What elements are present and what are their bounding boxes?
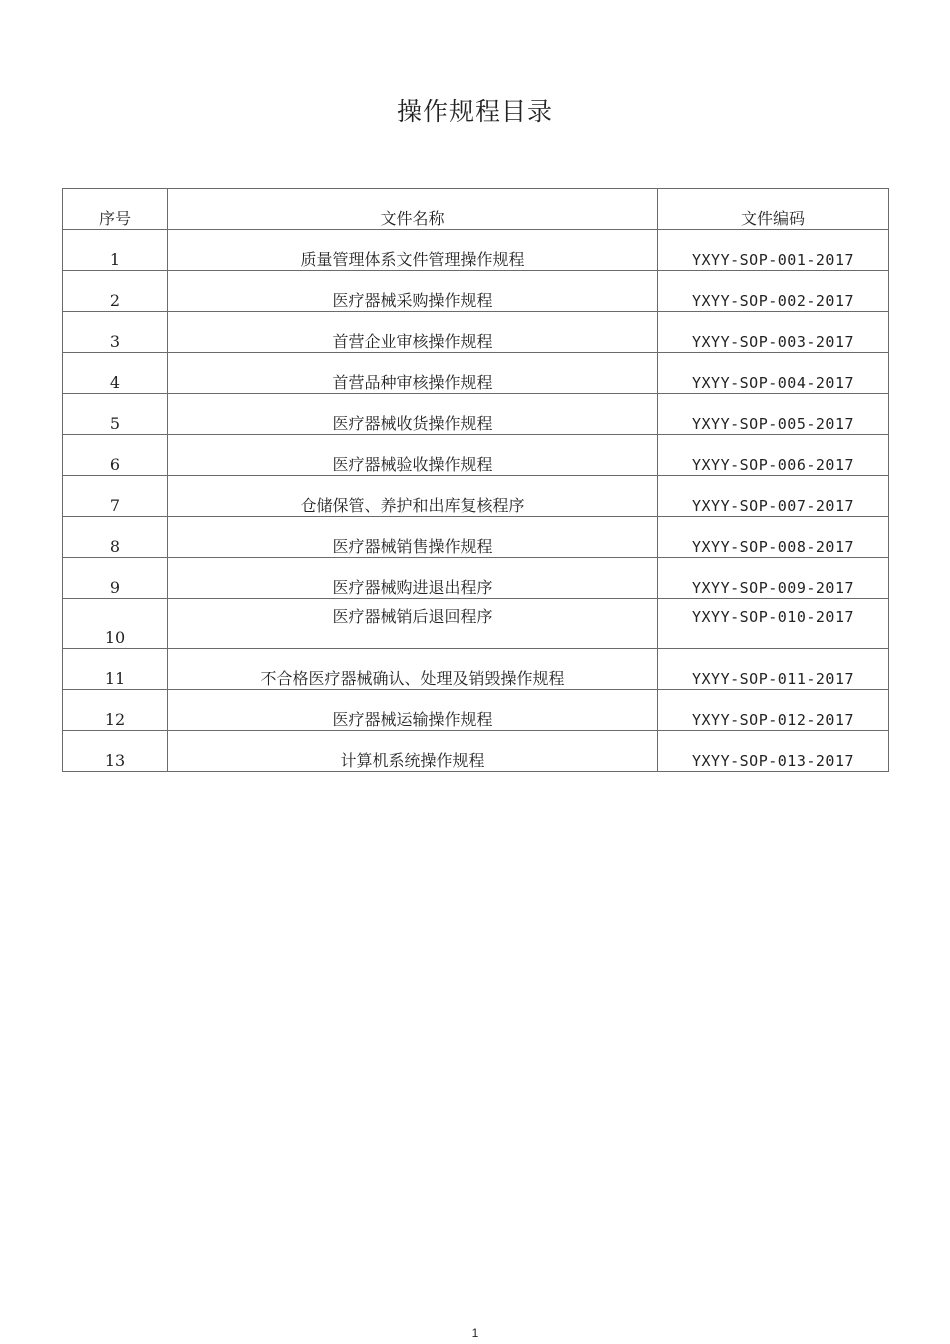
table-row <box>63 517 889 558</box>
header-code: 文件编码 <box>658 189 889 230</box>
table-row <box>63 353 889 394</box>
row-code: YXYY-SOP-005-2017 <box>658 394 889 435</box>
row-name: 计算机系统操作规程 <box>168 731 658 772</box>
row-code: YXYY-SOP-013-2017 <box>658 731 889 772</box>
row-code: YXYY-SOP-006-2017 <box>658 435 889 476</box>
row-no: 1 <box>63 230 168 271</box>
table-row <box>63 558 889 599</box>
row-no: 9 <box>63 558 168 599</box>
row-code: YXYY-SOP-012-2017 <box>658 690 889 731</box>
row-no: 13 <box>63 731 168 772</box>
row-name: 医疗器械销后退回程序 <box>168 599 658 649</box>
row-name: 质量管理体系文件管理操作规程 <box>168 230 658 271</box>
toc-table <box>62 188 889 772</box>
row-name: 医疗器械采购操作规程 <box>168 271 658 312</box>
row-code: YXYY-SOP-007-2017 <box>658 476 889 517</box>
row-name: 仓储保管、养护和出库复核程序 <box>168 476 658 517</box>
row-name: 医疗器械销售操作规程 <box>168 517 658 558</box>
table-row <box>63 599 889 649</box>
row-code: YXYY-SOP-008-2017 <box>658 517 889 558</box>
table-row <box>63 435 889 476</box>
row-name: 不合格医疗器械确认、处理及销毁操作规程 <box>168 649 658 690</box>
table-row <box>63 312 889 353</box>
row-code: YXYY-SOP-002-2017 <box>658 271 889 312</box>
row-code: YXYY-SOP-001-2017 <box>658 230 889 271</box>
page-number: 1 <box>471 1326 479 1340</box>
row-code: YXYY-SOP-003-2017 <box>658 312 889 353</box>
table-row <box>63 649 889 690</box>
row-code: YXYY-SOP-010-2017 <box>658 599 889 649</box>
row-no: 10 <box>63 599 168 649</box>
row-no: 8 <box>63 517 168 558</box>
row-no: 3 <box>63 312 168 353</box>
header-no: 序号 <box>63 189 168 230</box>
table-header-row <box>63 189 889 230</box>
row-code: YXYY-SOP-004-2017 <box>658 353 889 394</box>
row-no: 7 <box>63 476 168 517</box>
page-title: 操作规程目录 <box>396 97 553 126</box>
row-no: 11 <box>63 649 168 690</box>
row-name: 医疗器械验收操作规程 <box>168 435 658 476</box>
row-no: 6 <box>63 435 168 476</box>
table-row <box>63 731 889 772</box>
row-no: 4 <box>63 353 168 394</box>
table-row <box>63 690 889 731</box>
row-code: YXYY-SOP-009-2017 <box>658 558 889 599</box>
row-name: 首营品种审核操作规程 <box>168 353 658 394</box>
row-name: 首营企业审核操作规程 <box>168 312 658 353</box>
row-name: 医疗器械收货操作规程 <box>168 394 658 435</box>
row-no: 5 <box>63 394 168 435</box>
row-name: 医疗器械购进退出程序 <box>168 558 658 599</box>
table-row <box>63 476 889 517</box>
header-name: 文件名称 <box>168 189 658 230</box>
table-row <box>63 394 889 435</box>
table-row <box>63 271 889 312</box>
row-no: 2 <box>63 271 168 312</box>
table-row <box>63 230 889 271</box>
row-code: YXYY-SOP-011-2017 <box>658 649 889 690</box>
row-no: 12 <box>63 690 168 731</box>
row-name: 医疗器械运输操作规程 <box>168 690 658 731</box>
